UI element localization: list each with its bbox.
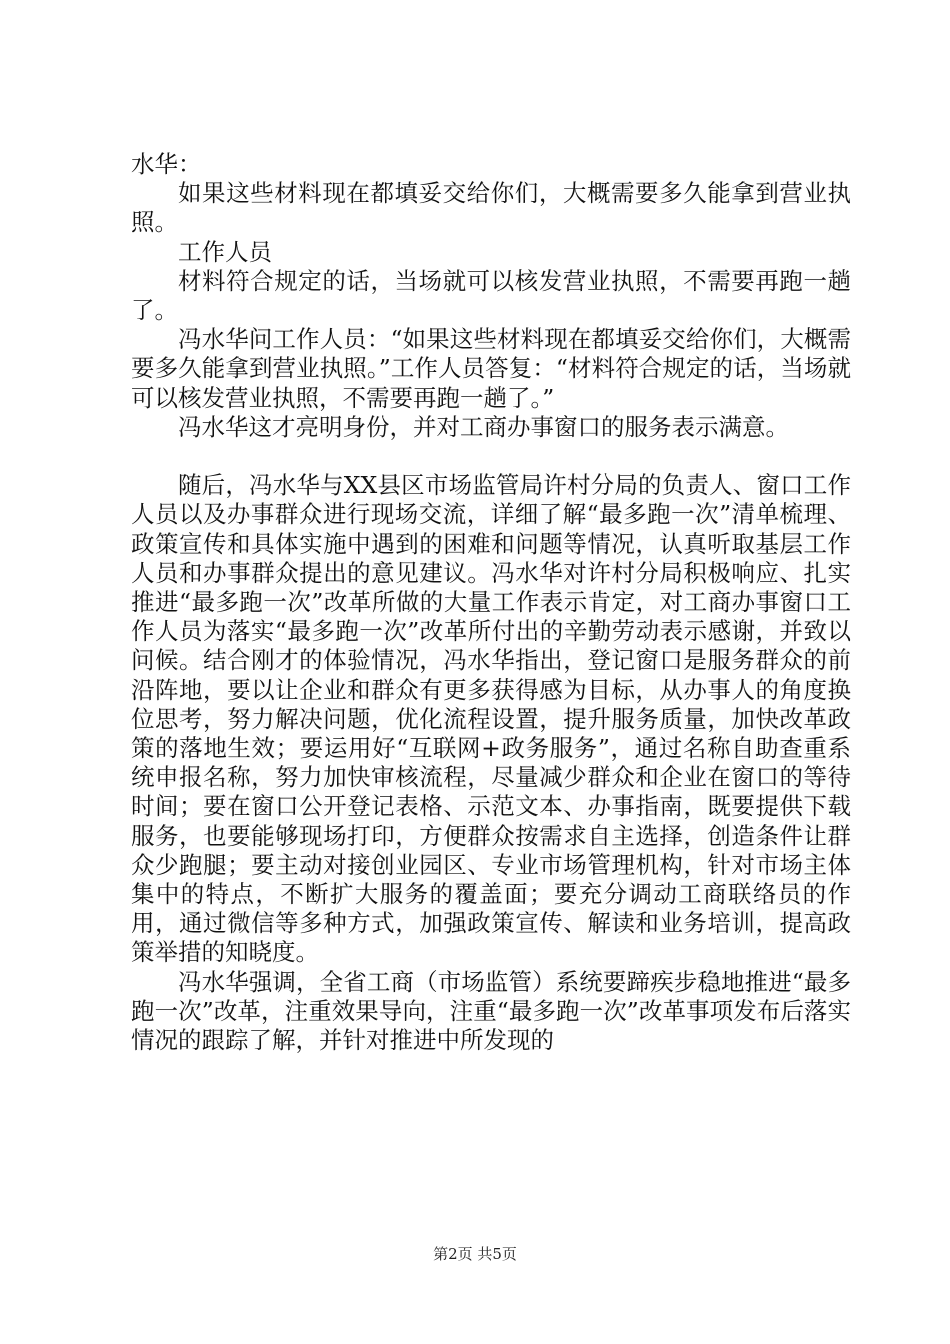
paragraph-8: 冯水华强调，全省工商（市场监管）系统要蹄疾步稳地推进“最多跑一次”改革，注重效果导向，注重“最多跑一次”改革事项发布后落实情况的跟踪了解，并针对推进中所发现的: [131, 967, 851, 1055]
paragraph-7: 随后，冯水华与XX县区市场监管局许村分局的负责人、窗口工作人员以及办事群众进行现场交流，详细了解“最多跑一次”清单梳理、政策宣传和具体实施中遇到的困难和问题等情况，认真听取基层工作人员和办事群众提出的意见建议。冯水华对许村分局积极响应、扎实推进“最多跑一次”改革所做的大量工作表示肯定，对工商办事窗口工作人员为落实“最多跑一次”改革所付出的辛勤劳动表示感谢，并致以问候。结合刚才的体验情况，冯水华指出，登记窗口是服务群众的前沿阵地，要以让企业和群众有更多获得感为目标，从办事人的角度换位思考，努力解决问题，优化流程设置，提升服务质量，加快改革政策的落地生效；要运用好“互联网+政务服务”，通过名称自助查重系统申报名称，努力加快审核流程，尽量减少群众和企业在窗口的等待时间；要在窗口公开登记表格、示范文本、办事指南，既要提供下载服务，也要能够现场打印，方便群众按需求自主选择，创造条件让群众少跑腿；要主动对接创业园区、专业市场管理机构，针对市场主体集中的特点，不断扩大服务的覆盖面；要充分调动工商联络员的作用，通过微信等多种方式，加强政策宣传、解读和业务培训，提高政策举措的知晓度。: [131, 471, 851, 967]
document-body: [131, 150, 851, 1055]
paragraph-4: 材料符合规定的话，当场就可以核发营业执照，不需要再跑一趟了。: [131, 266, 851, 325]
paragraph-spacer: [131, 442, 851, 471]
page-footer: 第2页 共5页: [433, 1245, 517, 1263]
paragraph-6: 冯水华这才亮明身份，并对工商办事窗口的服务表示满意。: [178, 412, 789, 441]
paragraph-2: 如果这些材料现在都填妥交给你们，大概需要多久能拿到营业执照。: [131, 179, 851, 237]
paragraph-3: 工作人员: [178, 237, 272, 266]
paragraph-5: 冯水华问工作人员：“如果这些材料现在都填妥交给你们，大概需要多久能拿到营业执照。”工作人员答复：“材料符合规定的话，当场就可以核发营业执照，不需要再跑一趟了。”: [131, 325, 851, 412]
paragraph-1: 水华：: [131, 150, 202, 178]
